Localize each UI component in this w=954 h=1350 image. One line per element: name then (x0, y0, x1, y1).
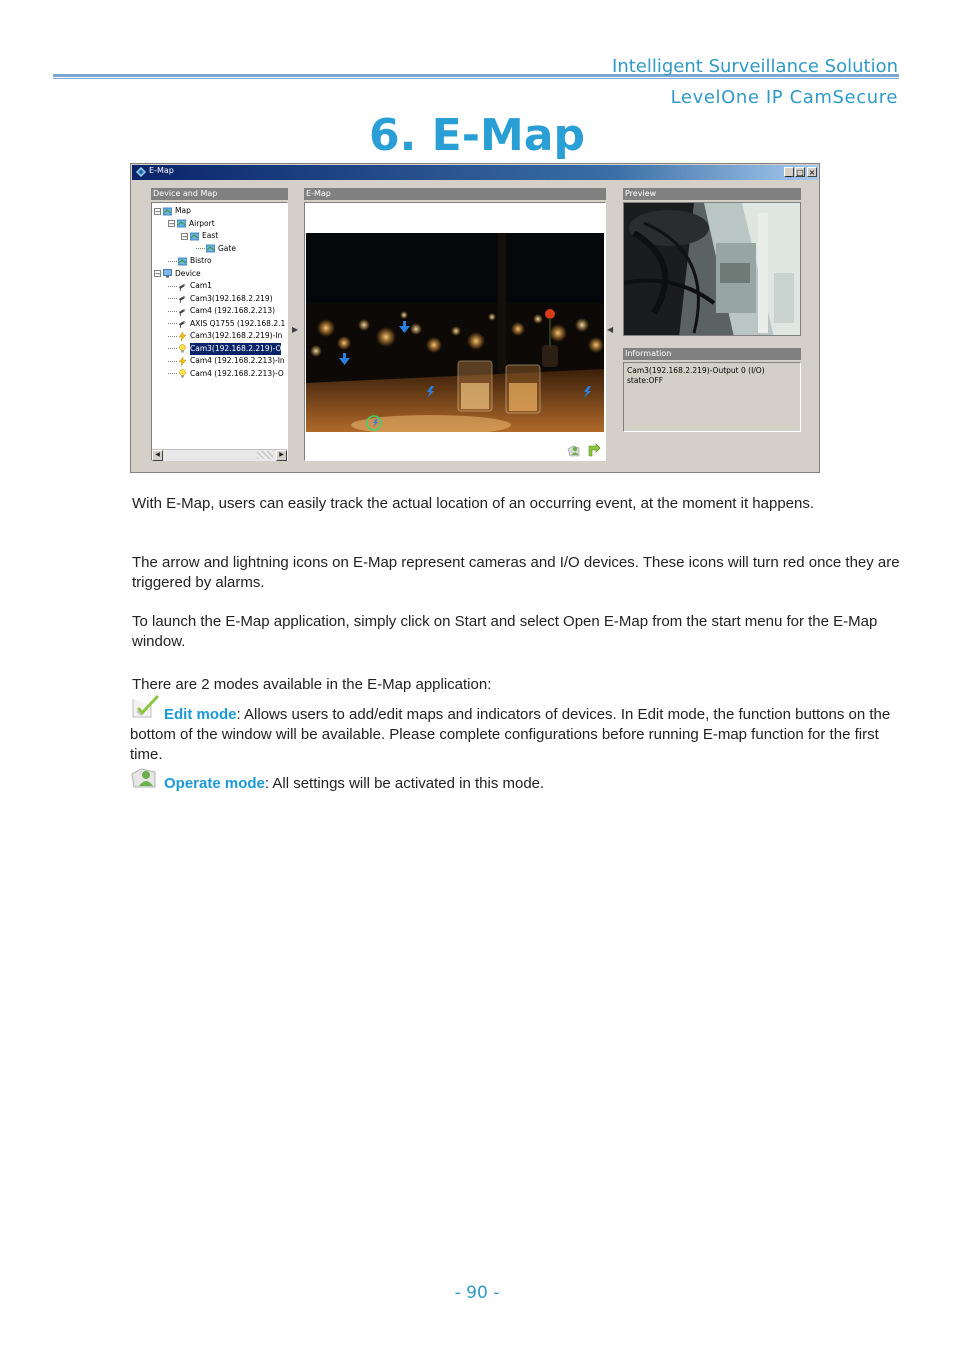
tree-connector (168, 286, 177, 287)
tree-item[interactable] (168, 255, 212, 267)
header-rule-thin (53, 78, 899, 79)
camera-icon (178, 307, 187, 316)
tree-item[interactable] (168, 305, 275, 317)
camera-icon (178, 294, 187, 303)
bulb-icon (178, 369, 187, 378)
tree-item-label: Bistro (190, 256, 212, 265)
tree-connector (168, 261, 177, 262)
camera-icon (178, 282, 187, 291)
tree-item-label: Cam3(192.168.2.219)-In (190, 331, 283, 340)
information-state: state:OFF (627, 376, 664, 385)
collapse-right-arrow-icon[interactable]: ◀ (607, 325, 614, 334)
tree-item-label: East (202, 231, 219, 240)
tree-item-label: Cam4 (192.168.2.213)-In (190, 356, 285, 365)
monitor-icon (163, 269, 172, 278)
camera-icon (178, 319, 187, 328)
tree-item-label: Cam3(192.168.2.219) (190, 293, 273, 303)
edit-mode-label: Edit mode (164, 706, 237, 723)
tree-connector (196, 248, 205, 249)
tree-collapse-icon[interactable]: − (155, 207, 161, 216)
window-title: E-Map (149, 166, 174, 175)
tree-item-label: Device (175, 268, 201, 278)
tree-item[interactable] (168, 280, 212, 292)
tree-item-label: Map (175, 206, 191, 215)
tree-connector (168, 361, 177, 362)
tree-connector (168, 373, 177, 374)
tree-horizontal-scrollbar[interactable] (152, 449, 287, 461)
map-icon (163, 207, 172, 216)
tree-item[interactable] (168, 355, 285, 367)
tree-item[interactable] (168, 330, 282, 342)
information-device: Cam3(192.168.2.219)-Output 0 (I/O) (627, 366, 765, 375)
paragraph-modes: There are 2 modes available in the E-Map application: (132, 676, 492, 693)
collapse-left-arrow-icon[interactable]: ▶ (292, 325, 299, 334)
tree-item-label: AXIS Q1755 (192.168.2.1 (190, 318, 286, 328)
bulb-icon (178, 344, 187, 353)
tree-connector (168, 323, 177, 324)
tree-connector (168, 311, 177, 312)
scroll-thumb[interactable] (257, 451, 273, 459)
tree-connector (168, 298, 177, 299)
tree-item[interactable] (196, 243, 236, 255)
emap-app-icon (136, 167, 146, 177)
close-button[interactable]: × (808, 168, 816, 177)
camera-preview (623, 202, 801, 336)
map-icon (206, 244, 215, 253)
device-and-map-header: Device and Map (151, 188, 288, 200)
tree-item[interactable] (181, 230, 218, 242)
operate-mode-description (130, 774, 905, 794)
emap-panel-header: E-Map (304, 188, 606, 200)
lightning-icon (178, 357, 187, 366)
operate-mode-label: Operate mode (164, 775, 265, 792)
tree-item[interactable] (154, 268, 201, 280)
page-title: 6. E-Map (369, 110, 585, 161)
scroll-right-button[interactable]: ▶ (276, 450, 287, 461)
paragraph-intro: With E-Map, users can easily track the actual location of an occurring event, at the moment it happens. (132, 495, 815, 512)
maximize-button[interactable]: □ (796, 168, 804, 177)
tree-item-label: Cam4 (192.168.2.213) (190, 306, 276, 315)
tree-connector (168, 336, 177, 337)
edit-mode-text: : Allows users to add/edit maps and indicators of devices. In Edit mode, the function buttons on the bottom of the window will be available. Please complete configurations before running E-map function for the first time. (130, 706, 891, 763)
window-titlebar[interactable] (132, 165, 818, 180)
information-header: Information (623, 348, 801, 360)
tree-item[interactable] (168, 318, 285, 330)
edit-mode-icon[interactable] (587, 443, 601, 457)
tree-item[interactable] (168, 218, 215, 230)
tree-connector (168, 348, 177, 349)
tree-item[interactable] (168, 343, 281, 355)
map-icon (178, 257, 187, 266)
tree-item[interactable] (154, 205, 191, 217)
page-number: - 90 - (454, 1283, 500, 1303)
tree-collapse-icon[interactable]: − (182, 232, 188, 241)
tree-item[interactable] (168, 368, 284, 380)
tree-item-label: Cam3(192.168.2.219)-O (190, 343, 282, 353)
map-icon (190, 232, 199, 241)
tree-item-label: Cam4 (192.168.2.213)-O (190, 368, 284, 378)
paragraph-icons: The arrow and lightning icons on E-Map represent cameras and I/O devices. These icons will turn red once they are triggered by alarms. (132, 554, 900, 591)
tree-item-label: Cam1 (190, 281, 212, 290)
paragraph-launch: To launch the E-Map application, simply click on Start and select Open E-Map from the start menu for the E-Map window. (132, 613, 878, 650)
tree-item[interactable] (168, 293, 273, 305)
preview-header: Preview (623, 188, 801, 200)
information-text (627, 366, 765, 386)
edit-mode-description (130, 705, 905, 765)
scroll-left-button[interactable]: ◀ (152, 450, 163, 461)
header-title: Intelligent Surveillance Solution (612, 56, 898, 77)
tree-item-label: Airport (189, 218, 215, 228)
header-subtitle: LevelOne IP CamSecure (670, 87, 898, 108)
tree-collapse-icon[interactable]: − (169, 220, 175, 228)
lightning-icon (178, 332, 187, 341)
map-icon (177, 219, 186, 228)
minimize-button[interactable]: _ (784, 167, 794, 177)
operate-mode-icon[interactable] (567, 443, 581, 457)
tree-collapse-icon[interactable]: − (155, 270, 161, 278)
map-image (306, 233, 604, 432)
tree-item-label: Gate (218, 243, 236, 253)
operate-mode-text: : All settings will be activated in this mode. (264, 775, 545, 792)
